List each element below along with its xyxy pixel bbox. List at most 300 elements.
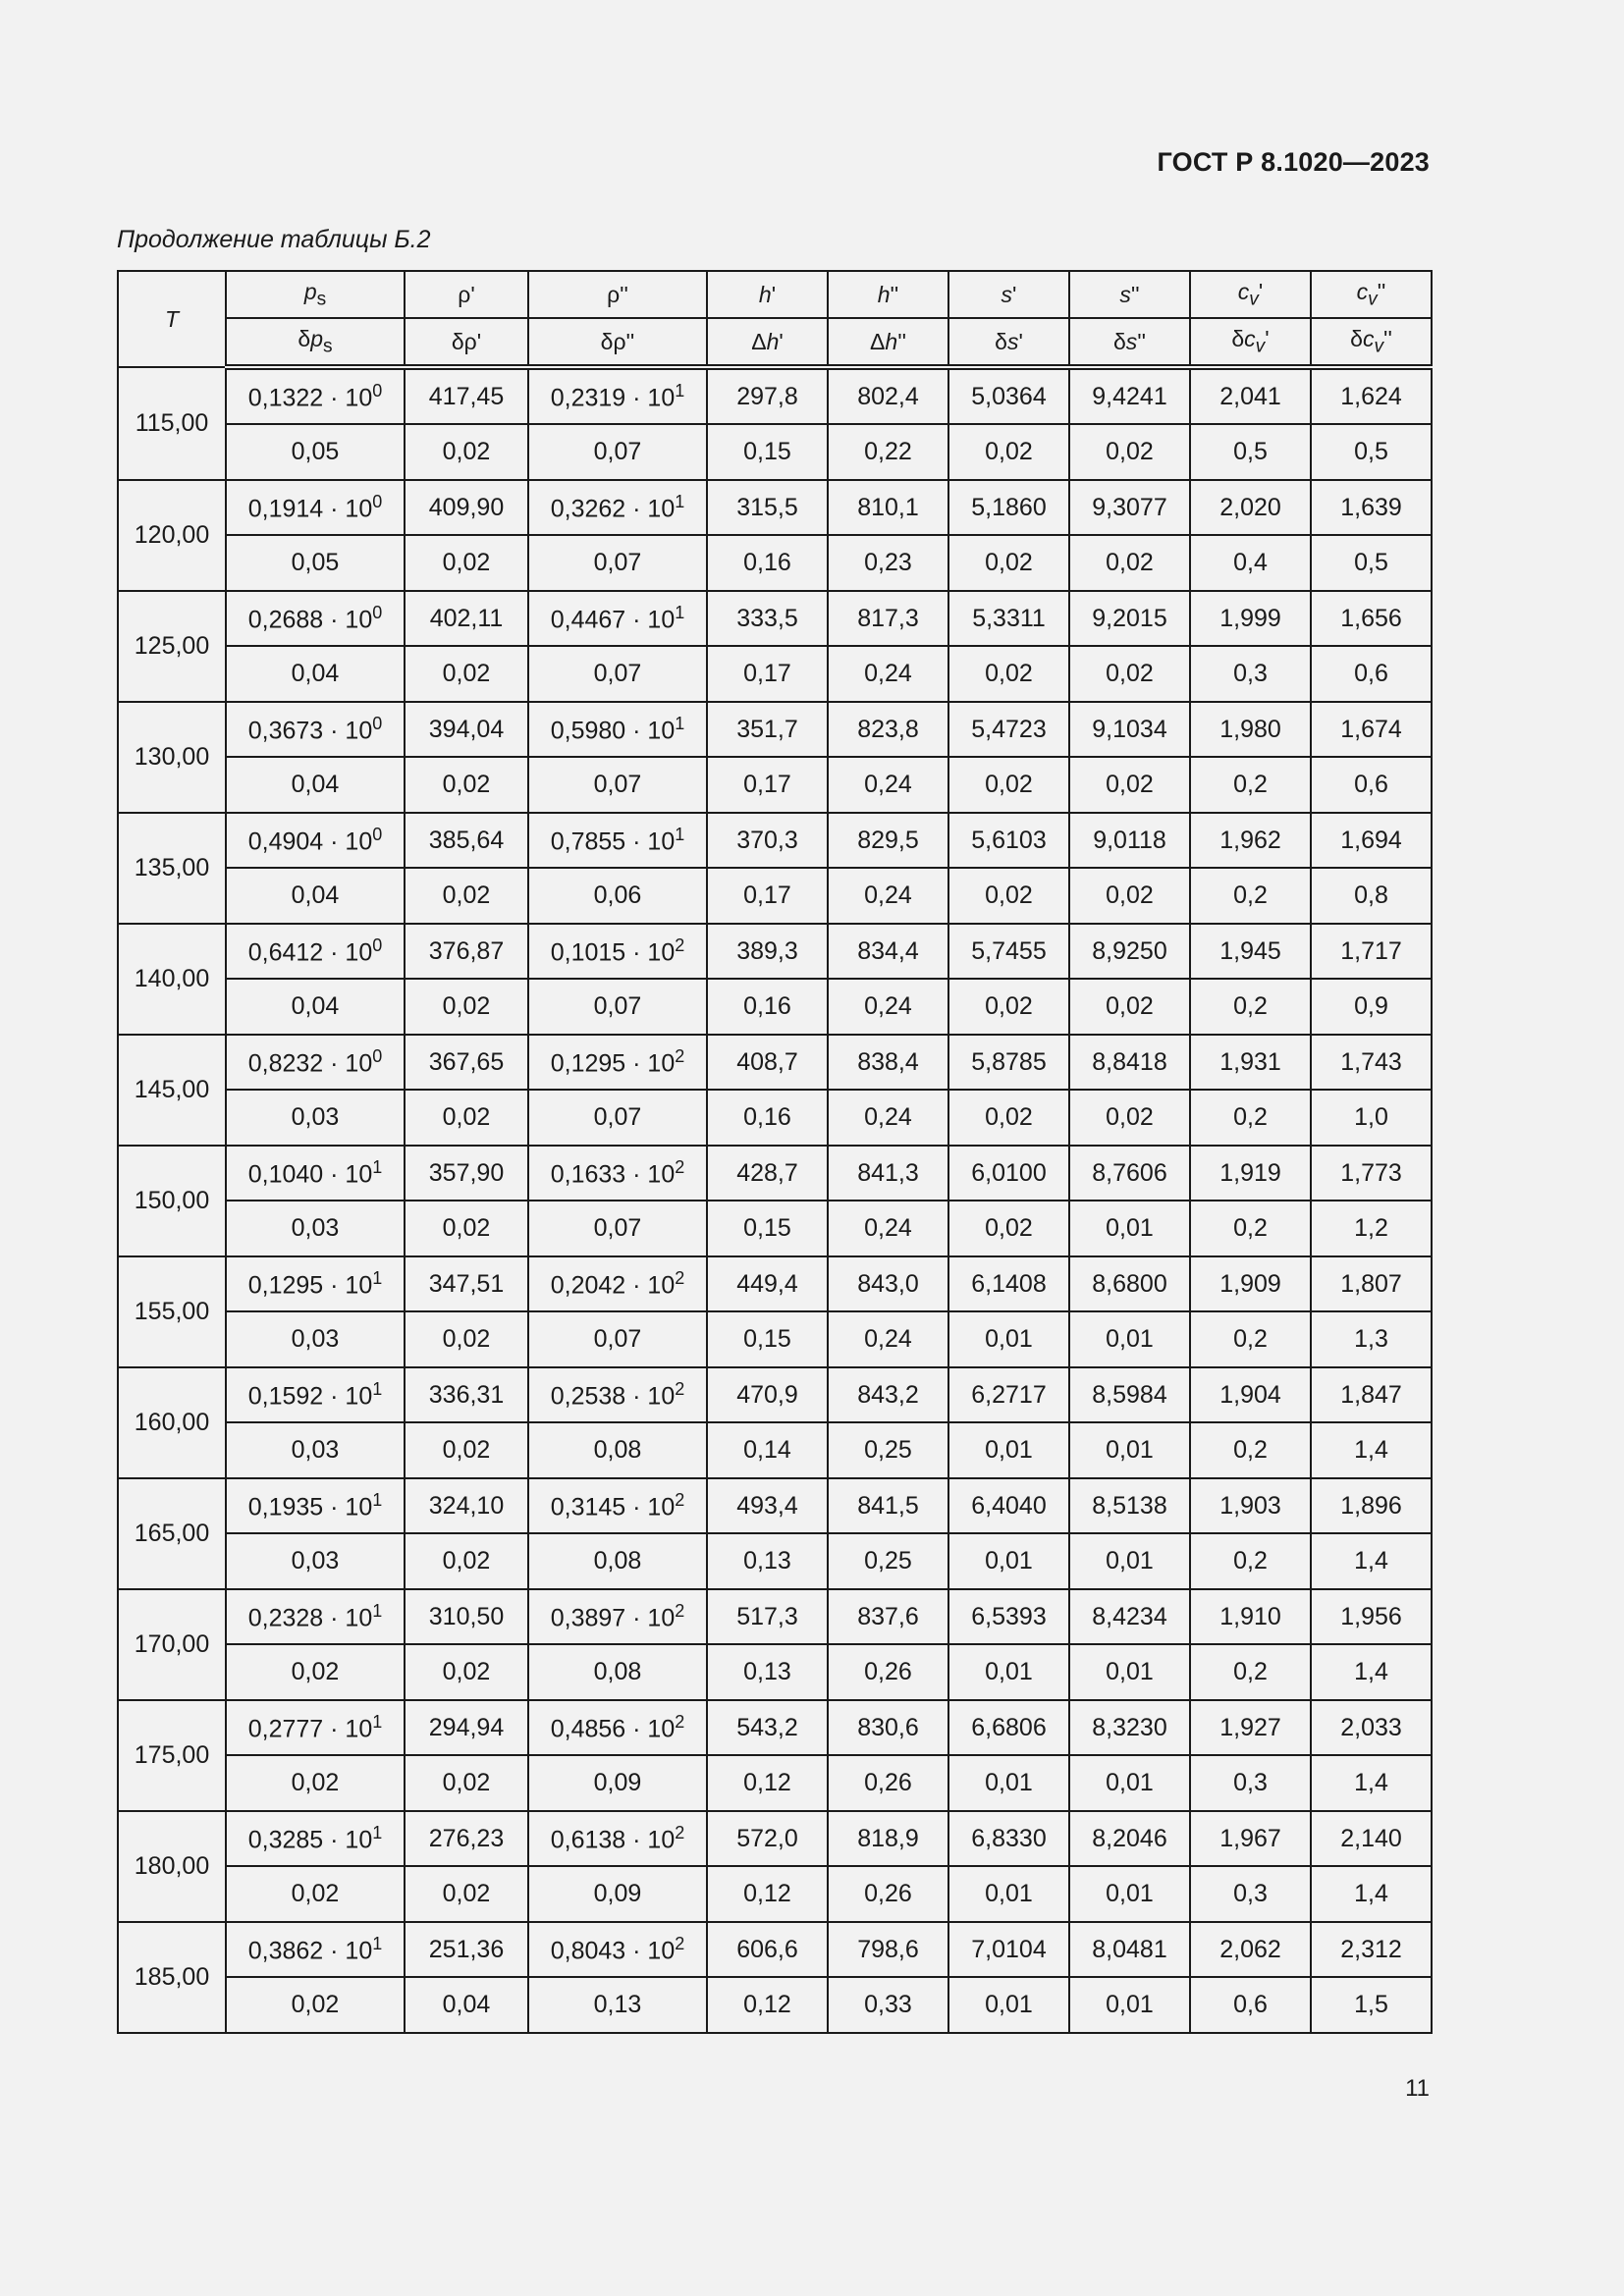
- value-cell: 1,694: [1311, 813, 1432, 868]
- deviation-cell: 1,4: [1311, 1755, 1432, 1811]
- deviation-cell: 0,07: [528, 1090, 707, 1146]
- header-bottom-7: $\delta c_v'$: [1190, 318, 1311, 367]
- document-code: ГОСТ Р 8.1020—2023: [1157, 147, 1430, 177]
- deviation-cell: 0,16: [707, 979, 828, 1035]
- deviation-cell: 0,5: [1311, 535, 1432, 591]
- deviation-cell: 0,02: [1069, 757, 1190, 813]
- value-cell: 8,3230: [1069, 1700, 1190, 1755]
- value-cell: $0,2688 \cdot 10^0$: [226, 591, 405, 646]
- value-cell: 2,041: [1190, 367, 1311, 424]
- deviation-cell: 0,2: [1190, 979, 1311, 1035]
- value-cell: 385,64: [405, 813, 528, 868]
- value-cell: 5,4723: [948, 702, 1069, 757]
- deviation-cell: 0,12: [707, 1977, 828, 2033]
- deviation-cell: 1,4: [1311, 1644, 1432, 1700]
- data-table: [117, 270, 1433, 2034]
- deviation-cell: 1,4: [1311, 1533, 1432, 1589]
- value-cell: 5,3311: [948, 591, 1069, 646]
- value-cell: 1,674: [1311, 702, 1432, 757]
- value-cell: $0,2777 \cdot 10^1$: [226, 1700, 405, 1755]
- temperature-cell: 155,00: [118, 1256, 226, 1367]
- table-row-deviation: [118, 1201, 1432, 1256]
- value-cell: 834,4: [828, 924, 948, 979]
- value-cell: 1,945: [1190, 924, 1311, 979]
- deviation-cell: 0,2: [1190, 1644, 1311, 1700]
- table-row: [118, 1256, 1432, 1311]
- deviation-cell: 0,6: [1311, 757, 1432, 813]
- table-row: [118, 1811, 1432, 1866]
- value-cell: 470,9: [707, 1367, 828, 1422]
- deviation-cell: 0,25: [828, 1422, 948, 1478]
- deviation-cell: 0,01: [1069, 1311, 1190, 1367]
- value-cell: 2,312: [1311, 1922, 1432, 1977]
- temperature-cell: 115,00: [118, 367, 226, 480]
- deviation-cell: 0,07: [528, 535, 707, 591]
- value-cell: 1,962: [1190, 813, 1311, 868]
- deviation-cell: 0,01: [948, 1977, 1069, 2033]
- deviation-cell: 0,04: [405, 1977, 528, 2033]
- table-row: [118, 1700, 1432, 1755]
- table-row: [118, 1035, 1432, 1090]
- deviation-cell: 0,02: [1069, 424, 1190, 480]
- deviation-cell: 0,01: [1069, 1644, 1190, 1700]
- deviation-cell: 0,04: [226, 868, 405, 924]
- header-bottom-2: δρ'': [528, 318, 707, 367]
- value-cell: $0,1322 \cdot 10^0$: [226, 367, 405, 424]
- value-cell: 798,6: [828, 1922, 948, 1977]
- value-cell: $0,3262 \cdot 10^1$: [528, 480, 707, 535]
- deviation-cell: 0,24: [828, 1311, 948, 1367]
- deviation-cell: 0,3: [1190, 646, 1311, 702]
- deviation-cell: 0,01: [1069, 1201, 1190, 1256]
- value-cell: 1,903: [1190, 1478, 1311, 1533]
- temperature-cell: 175,00: [118, 1700, 226, 1811]
- value-cell: 8,2046: [1069, 1811, 1190, 1866]
- deviation-cell: 0,01: [948, 1311, 1069, 1367]
- table-row: [118, 1478, 1432, 1533]
- deviation-cell: 0,26: [828, 1644, 948, 1700]
- table-row-deviation: [118, 535, 1432, 591]
- table-row: [118, 591, 1432, 646]
- value-cell: $0,8043 \cdot 10^2$: [528, 1922, 707, 1977]
- header-top-5: s': [948, 271, 1069, 318]
- value-cell: 9,2015: [1069, 591, 1190, 646]
- value-cell: $0,1592 \cdot 10^1$: [226, 1367, 405, 1422]
- value-cell: 8,6800: [1069, 1256, 1190, 1311]
- value-cell: 6,0100: [948, 1146, 1069, 1201]
- temperature-cell: 170,00: [118, 1589, 226, 1700]
- header-bottom-4: Δh'': [828, 318, 948, 367]
- header-top-2: ρ'': [528, 271, 707, 318]
- deviation-cell: 0,02: [405, 1533, 528, 1589]
- value-cell: 428,7: [707, 1146, 828, 1201]
- value-cell: 843,0: [828, 1256, 948, 1311]
- temperature-cell: 165,00: [118, 1478, 226, 1589]
- value-cell: 402,11: [405, 591, 528, 646]
- value-cell: 315,5: [707, 480, 828, 535]
- value-cell: 6,1408: [948, 1256, 1069, 1311]
- value-cell: 841,5: [828, 1478, 948, 1533]
- table-row: [118, 813, 1432, 868]
- deviation-cell: 0,13: [528, 1977, 707, 2033]
- value-cell: 297,8: [707, 367, 828, 424]
- deviation-cell: 0,04: [226, 979, 405, 1035]
- deviation-cell: 0,02: [948, 1090, 1069, 1146]
- table-row-deviation: [118, 868, 1432, 924]
- value-cell: $0,3285 \cdot 10^1$: [226, 1811, 405, 1866]
- value-cell: 2,033: [1311, 1700, 1432, 1755]
- value-cell: 1,847: [1311, 1367, 1432, 1422]
- table-row: [118, 1367, 1432, 1422]
- header-bottom-8: $\delta c_v''$: [1311, 318, 1432, 367]
- value-cell: 1,656: [1311, 591, 1432, 646]
- value-cell: 1,931: [1190, 1035, 1311, 1090]
- deviation-cell: 0,24: [828, 646, 948, 702]
- deviation-cell: 0,03: [226, 1311, 405, 1367]
- value-cell: 294,94: [405, 1700, 528, 1755]
- value-cell: 1,910: [1190, 1589, 1311, 1644]
- table-row-deviation: [118, 1977, 1432, 2033]
- value-cell: 276,23: [405, 1811, 528, 1866]
- table-row: [118, 1146, 1432, 1201]
- header-top-0: $p_s$: [226, 271, 405, 318]
- value-cell: 1,980: [1190, 702, 1311, 757]
- deviation-cell: 0,02: [948, 535, 1069, 591]
- table-row-deviation: [118, 424, 1432, 480]
- deviation-cell: 0,04: [226, 646, 405, 702]
- deviation-cell: 1,4: [1311, 1866, 1432, 1922]
- deviation-cell: 0,08: [528, 1422, 707, 1478]
- table-row-deviation: [118, 979, 1432, 1035]
- deviation-cell: 0,02: [405, 979, 528, 1035]
- table-row-deviation: [118, 1311, 1432, 1367]
- deviation-cell: 0,01: [948, 1866, 1069, 1922]
- deviation-cell: 0,26: [828, 1866, 948, 1922]
- value-cell: 2,140: [1311, 1811, 1432, 1866]
- value-cell: 572,0: [707, 1811, 828, 1866]
- value-cell: 802,4: [828, 367, 948, 424]
- value-cell: 1,624: [1311, 367, 1432, 424]
- deviation-cell: 0,01: [1069, 1755, 1190, 1811]
- deviation-cell: 0,01: [948, 1755, 1069, 1811]
- deviation-cell: 0,2: [1190, 1201, 1311, 1256]
- deviation-cell: 0,05: [226, 424, 405, 480]
- value-cell: 5,1860: [948, 480, 1069, 535]
- deviation-cell: 0,02: [226, 1866, 405, 1922]
- temperature-cell: 160,00: [118, 1367, 226, 1478]
- deviation-cell: 0,09: [528, 1866, 707, 1922]
- value-cell: 838,4: [828, 1035, 948, 1090]
- value-cell: $0,1295 \cdot 10^2$: [528, 1035, 707, 1090]
- table-row: [118, 1589, 1432, 1644]
- deviation-cell: 0,07: [528, 757, 707, 813]
- temperature-cell: 185,00: [118, 1922, 226, 2033]
- value-cell: 376,87: [405, 924, 528, 979]
- deviation-cell: 0,07: [528, 424, 707, 480]
- value-cell: $0,3673 \cdot 10^0$: [226, 702, 405, 757]
- deviation-cell: 0,02: [405, 424, 528, 480]
- table-body: [118, 271, 1432, 2033]
- value-cell: 8,5984: [1069, 1367, 1190, 1422]
- header-top-6: s'': [1069, 271, 1190, 318]
- deviation-cell: 0,02: [405, 1422, 528, 1478]
- deviation-cell: 0,02: [948, 424, 1069, 480]
- value-cell: 351,7: [707, 702, 828, 757]
- deviation-cell: 0,14: [707, 1422, 828, 1478]
- value-cell: 336,31: [405, 1367, 528, 1422]
- value-cell: $0,7855 \cdot 10^1$: [528, 813, 707, 868]
- value-cell: 8,7606: [1069, 1146, 1190, 1201]
- deviation-cell: 0,02: [226, 1755, 405, 1811]
- header-bottom-1: δρ': [405, 318, 528, 367]
- deviation-cell: 0,4: [1190, 535, 1311, 591]
- deviation-cell: 1,0: [1311, 1090, 1432, 1146]
- table-row: [118, 924, 1432, 979]
- deviation-cell: 0,24: [828, 979, 948, 1035]
- deviation-cell: 0,12: [707, 1755, 828, 1811]
- table-row-deviation: [118, 1533, 1432, 1589]
- deviation-cell: 0,24: [828, 868, 948, 924]
- deviation-cell: 0,12: [707, 1866, 828, 1922]
- value-cell: $0,1935 \cdot 10^1$: [226, 1478, 405, 1533]
- value-cell: 8,8418: [1069, 1035, 1190, 1090]
- deviation-cell: 0,01: [948, 1422, 1069, 1478]
- value-cell: 409,90: [405, 480, 528, 535]
- value-cell: 6,8330: [948, 1811, 1069, 1866]
- value-cell: 818,9: [828, 1811, 948, 1866]
- table-row-deviation: [118, 1755, 1432, 1811]
- deviation-cell: 0,01: [1069, 1866, 1190, 1922]
- temperature-cell: 135,00: [118, 813, 226, 924]
- deviation-cell: 0,07: [528, 1201, 707, 1256]
- value-cell: 9,0118: [1069, 813, 1190, 868]
- temperature-cell: 120,00: [118, 480, 226, 591]
- page-number: 11: [1405, 2075, 1430, 2102]
- temperature-cell: 130,00: [118, 702, 226, 813]
- deviation-cell: 0,03: [226, 1201, 405, 1256]
- deviation-cell: 0,8: [1311, 868, 1432, 924]
- value-cell: 823,8: [828, 702, 948, 757]
- deviation-cell: 0,02: [405, 757, 528, 813]
- table-row-deviation: [118, 1090, 1432, 1146]
- deviation-cell: 0,06: [528, 868, 707, 924]
- deviation-cell: 0,08: [528, 1644, 707, 1700]
- table-row: [118, 1922, 1432, 1977]
- value-cell: 5,0364: [948, 367, 1069, 424]
- deviation-cell: 0,02: [405, 1090, 528, 1146]
- header-top-4: h'': [828, 271, 948, 318]
- deviation-cell: 0,02: [948, 1201, 1069, 1256]
- deviation-cell: 0,2: [1190, 1422, 1311, 1478]
- value-cell: 817,3: [828, 591, 948, 646]
- value-cell: 1,919: [1190, 1146, 1311, 1201]
- deviation-cell: 0,01: [948, 1533, 1069, 1589]
- deviation-cell: 0,2: [1190, 868, 1311, 924]
- value-cell: 829,5: [828, 813, 948, 868]
- deviation-cell: 0,02: [405, 1201, 528, 1256]
- value-cell: $0,6412 \cdot 10^0$: [226, 924, 405, 979]
- value-cell: 310,50: [405, 1589, 528, 1644]
- value-cell: 333,5: [707, 591, 828, 646]
- header-top-7: $c_v'$: [1190, 271, 1311, 318]
- deviation-cell: 0,09: [528, 1755, 707, 1811]
- value-cell: $0,2538 \cdot 10^2$: [528, 1367, 707, 1422]
- value-cell: 606,6: [707, 1922, 828, 1977]
- deviation-cell: 0,01: [1069, 1533, 1190, 1589]
- deviation-cell: 0,02: [1069, 979, 1190, 1035]
- deviation-cell: 0,02: [226, 1977, 405, 2033]
- deviation-cell: 0,13: [707, 1644, 828, 1700]
- value-cell: 370,3: [707, 813, 828, 868]
- temperature-cell: 180,00: [118, 1811, 226, 1922]
- deviation-cell: 0,07: [528, 979, 707, 1035]
- table-row-deviation: [118, 646, 1432, 702]
- deviation-cell: 0,03: [226, 1422, 405, 1478]
- value-cell: 1,927: [1190, 1700, 1311, 1755]
- deviation-cell: 1,5: [1311, 1977, 1432, 2033]
- value-cell: 6,2717: [948, 1367, 1069, 1422]
- deviation-cell: 0,02: [405, 646, 528, 702]
- deviation-cell: 0,15: [707, 1201, 828, 1256]
- value-cell: 543,2: [707, 1700, 828, 1755]
- header-top-1: ρ': [405, 271, 528, 318]
- deviation-cell: 0,03: [226, 1533, 405, 1589]
- value-cell: 1,999: [1190, 591, 1311, 646]
- deviation-cell: 0,23: [828, 535, 948, 591]
- deviation-cell: 0,02: [405, 1866, 528, 1922]
- value-cell: $0,1633 \cdot 10^2$: [528, 1146, 707, 1201]
- value-cell: 837,6: [828, 1589, 948, 1644]
- value-cell: 1,896: [1311, 1478, 1432, 1533]
- deviation-cell: 0,17: [707, 757, 828, 813]
- value-cell: 810,1: [828, 480, 948, 535]
- value-cell: $0,3862 \cdot 10^1$: [226, 1922, 405, 1977]
- value-cell: 357,90: [405, 1146, 528, 1201]
- value-cell: 2,062: [1190, 1922, 1311, 1977]
- deviation-cell: 0,02: [405, 1311, 528, 1367]
- value-cell: $0,4904 \cdot 10^0$: [226, 813, 405, 868]
- deviation-cell: 0,16: [707, 1090, 828, 1146]
- value-cell: $0,6138 \cdot 10^2$: [528, 1811, 707, 1866]
- deviation-cell: 0,5: [1190, 424, 1311, 480]
- value-cell: 1,807: [1311, 1256, 1432, 1311]
- value-cell: $0,1914 \cdot 10^0$: [226, 480, 405, 535]
- deviation-cell: 0,02: [1069, 535, 1190, 591]
- value-cell: 6,6806: [948, 1700, 1069, 1755]
- value-cell: $0,2319 \cdot 10^1$: [528, 367, 707, 424]
- deviation-cell: 0,15: [707, 424, 828, 480]
- value-cell: 843,2: [828, 1367, 948, 1422]
- value-cell: 841,3: [828, 1146, 948, 1201]
- deviation-cell: 0,22: [828, 424, 948, 480]
- value-cell: 8,4234: [1069, 1589, 1190, 1644]
- deviation-cell: 0,08: [528, 1533, 707, 1589]
- deviation-cell: 0,33: [828, 1977, 948, 2033]
- temperature-cell: 145,00: [118, 1035, 226, 1146]
- deviation-cell: 0,05: [226, 535, 405, 591]
- deviation-cell: 0,02: [948, 646, 1069, 702]
- value-cell: 1,743: [1311, 1035, 1432, 1090]
- table-row-deviation: [118, 1422, 1432, 1478]
- value-cell: 8,5138: [1069, 1478, 1190, 1533]
- deviation-cell: 0,3: [1190, 1755, 1311, 1811]
- deviation-cell: 0,17: [707, 646, 828, 702]
- value-cell: 324,10: [405, 1478, 528, 1533]
- deviation-cell: 1,3: [1311, 1311, 1432, 1367]
- deviation-cell: 0,02: [405, 1755, 528, 1811]
- value-cell: 1,956: [1311, 1589, 1432, 1644]
- deviation-cell: 0,02: [1069, 646, 1190, 702]
- value-cell: $0,1015 \cdot 10^2$: [528, 924, 707, 979]
- deviation-cell: 0,2: [1190, 757, 1311, 813]
- header-bottom-6: δs'': [1069, 318, 1190, 367]
- value-cell: 9,1034: [1069, 702, 1190, 757]
- value-cell: $0,3145 \cdot 10^2$: [528, 1478, 707, 1533]
- deviation-cell: 0,02: [948, 868, 1069, 924]
- value-cell: 7,0104: [948, 1922, 1069, 1977]
- value-cell: $0,8232 \cdot 10^0$: [226, 1035, 405, 1090]
- value-cell: 5,6103: [948, 813, 1069, 868]
- value-cell: 5,7455: [948, 924, 1069, 979]
- deviation-cell: 0,24: [828, 1090, 948, 1146]
- value-cell: 6,5393: [948, 1589, 1069, 1644]
- value-cell: 8,0481: [1069, 1922, 1190, 1977]
- deviation-cell: 0,3: [1190, 1866, 1311, 1922]
- deviation-cell: 1,2: [1311, 1201, 1432, 1256]
- deviation-cell: 0,24: [828, 1201, 948, 1256]
- deviation-cell: 0,2: [1190, 1533, 1311, 1589]
- deviation-cell: 0,6: [1311, 646, 1432, 702]
- value-cell: 1,967: [1190, 1811, 1311, 1866]
- temperature-cell: 125,00: [118, 591, 226, 702]
- value-cell: 830,6: [828, 1700, 948, 1755]
- table-caption: Продолжение таблицы Б.2: [117, 226, 431, 253]
- value-cell: 9,3077: [1069, 480, 1190, 535]
- header-top-8: $c_v''$: [1311, 271, 1432, 318]
- table-row: [118, 480, 1432, 535]
- value-cell: 1,639: [1311, 480, 1432, 535]
- deviation-cell: 0,16: [707, 535, 828, 591]
- value-cell: $0,4856 \cdot 10^2$: [528, 1700, 707, 1755]
- table-row-deviation: [118, 1866, 1432, 1922]
- value-cell: $0,5980 \cdot 10^1$: [528, 702, 707, 757]
- value-cell: 394,04: [405, 702, 528, 757]
- value-cell: $0,1295 \cdot 10^1$: [226, 1256, 405, 1311]
- table-row-deviation: [118, 1644, 1432, 1700]
- value-cell: 251,36: [405, 1922, 528, 1977]
- temperature-cell: 140,00: [118, 924, 226, 1035]
- value-cell: 493,4: [707, 1478, 828, 1533]
- deviation-cell: 0,01: [1069, 1977, 1190, 2033]
- value-cell: 347,51: [405, 1256, 528, 1311]
- header-bottom-3: Δh': [707, 318, 828, 367]
- header-bottom-0: $\delta p_s$: [226, 318, 405, 367]
- value-cell: 408,7: [707, 1035, 828, 1090]
- deviation-cell: 0,04: [226, 757, 405, 813]
- deviation-cell: 0,25: [828, 1533, 948, 1589]
- value-cell: $0,4467 \cdot 10^1$: [528, 591, 707, 646]
- value-cell: $0,1040 \cdot 10^1$: [226, 1146, 405, 1201]
- deviation-cell: 0,2: [1190, 1090, 1311, 1146]
- deviation-cell: 0,15: [707, 1311, 828, 1367]
- deviation-cell: 0,02: [405, 1644, 528, 1700]
- value-cell: 9,4241: [1069, 367, 1190, 424]
- table-row: [118, 367, 1432, 424]
- deviation-cell: 0,02: [948, 757, 1069, 813]
- value-cell: 367,65: [405, 1035, 528, 1090]
- deviation-cell: 0,02: [1069, 868, 1190, 924]
- deviation-cell: 0,17: [707, 868, 828, 924]
